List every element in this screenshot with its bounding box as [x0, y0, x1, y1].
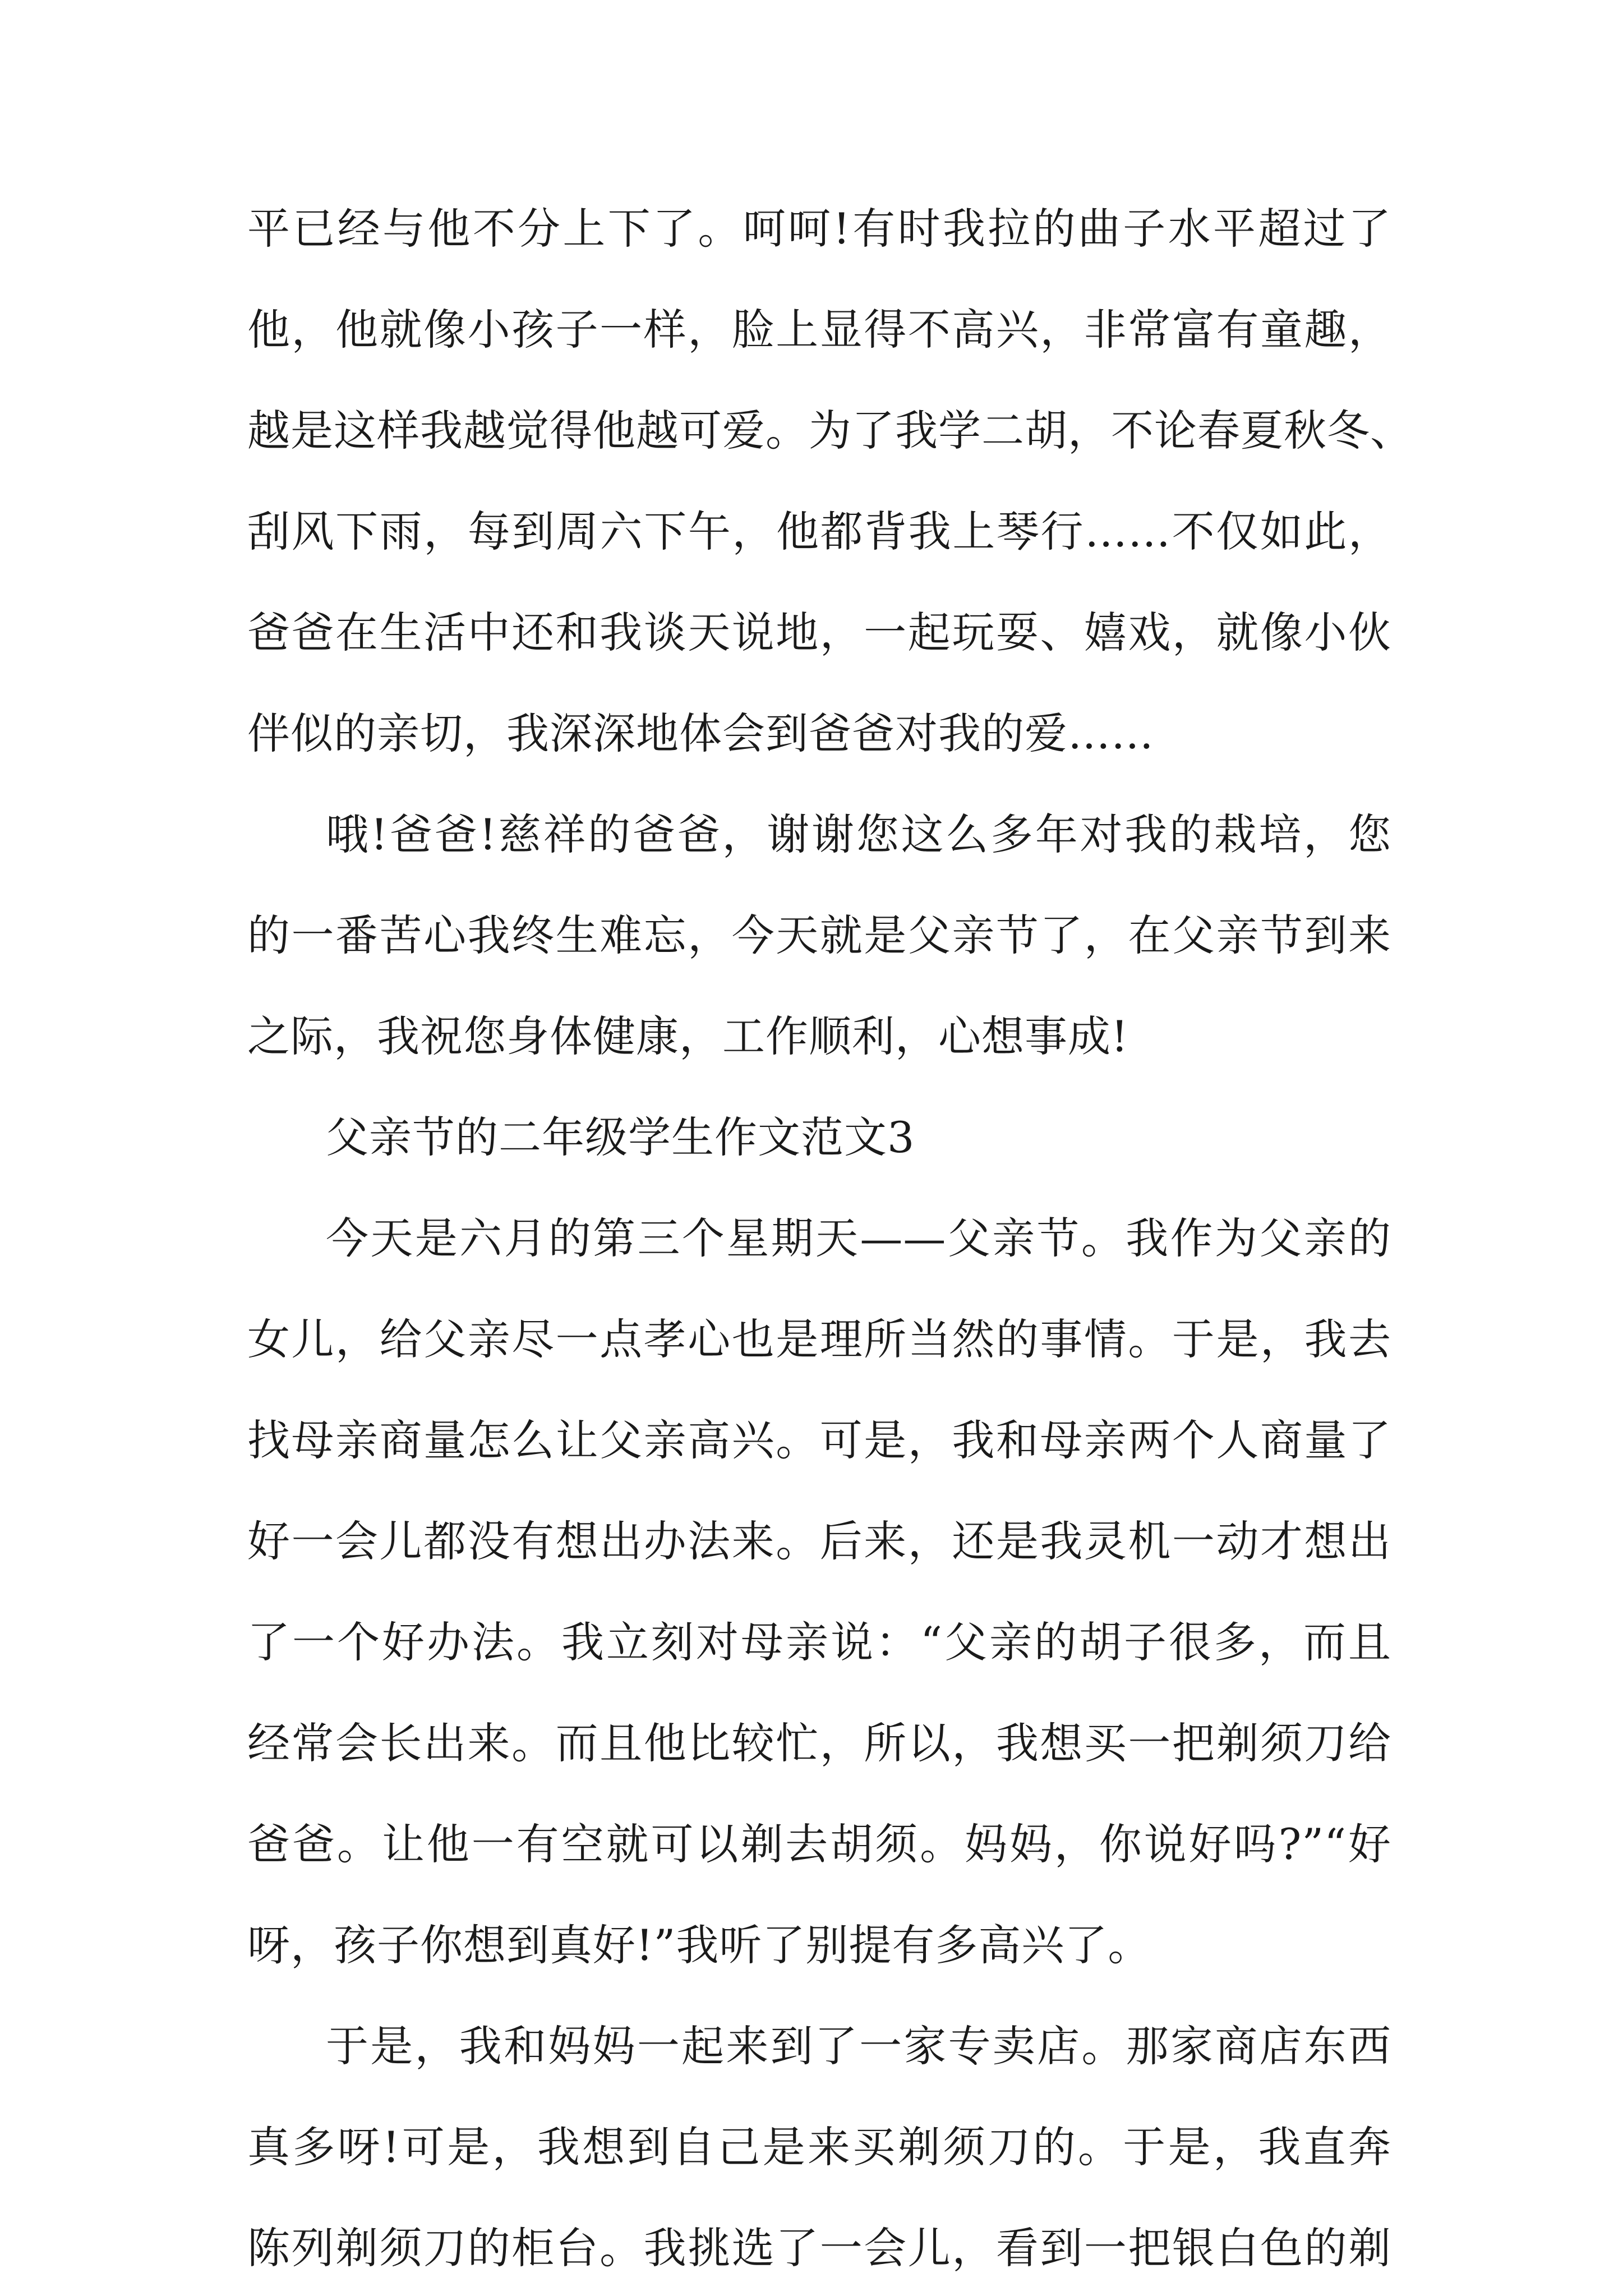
text-line-2: 他，他就像小孩子一样，脸上显得不高兴，非常富有童趣， [247, 305, 1391, 355]
text-line-1: 平已经与他不分上下了。呵呵!有时我拉的曲子水平超过了 [247, 204, 1391, 254]
text-line-15: 了一个好办法。我立刻对母亲说：“父亲的胡子很多，而且 [247, 1617, 1391, 1667]
text-line-6: 伴似的亲切，我深深地体会到爸爸对我的爱…… [247, 708, 1154, 758]
section-heading: 父亲节的二年级学生作文范文3 [326, 1112, 915, 1162]
text-line-17: 爸爸。让他一有空就可以剃去胡须。妈妈，你说好吗?”“好 [247, 1819, 1391, 1869]
text-line-8: 的一番苦心我终生难忘，今天就是父亲节了，在父亲节到来 [247, 910, 1391, 960]
text-line-12: 女儿，给父亲尽一点孝心也是理所当然的事情。于是，我去 [247, 1314, 1391, 1364]
text-line-18: 呀，孩子你想到真好!”我听了别提有多高兴了。 [247, 1920, 1151, 1970]
text-line-3: 越是这样我越觉得他越可爱。为了我学二胡，不论春夏秋冬、 [247, 406, 1413, 455]
text-line-11: 今天是六月的第三个星期天——父亲节。我作为父亲的 [326, 1213, 1391, 1263]
text-line-13: 找母亲商量怎么让父亲高兴。可是，我和母亲两个人商量了 [247, 1415, 1391, 1465]
text-line-20: 真多呀!可是，我想到自己是来买剃须刀的。于是，我直奔 [247, 2122, 1391, 2172]
text-line-7: 哦!爸爸!慈祥的爸爸，谢谢您这么多年对我的栽培，您 [326, 809, 1391, 859]
text-line-4: 刮风下雨，每到周六下午，他都背我上琴行……不仅如此， [247, 507, 1391, 556]
text-line-21: 陈列剃须刀的柜台。我挑选了一会儿，看到一把银白色的剃 [247, 2223, 1391, 2273]
text-line-19: 于是，我和妈妈一起来到了一家专卖店。那家商店东西 [326, 2021, 1391, 2071]
text-line-9: 之际，我祝您身体健康，工作顺利，心想事成! [247, 1011, 1129, 1061]
text-line-14: 好一会儿都没有想出办法来。后来，还是我灵机一动才想出 [247, 1516, 1391, 1566]
text-line-16: 经常会长出来。而且他比较忙，所以，我想买一把剃须刀给 [247, 1718, 1391, 1768]
text-line-5: 爸爸在生活中还和我谈天说地，一起玩耍、嬉戏，就像小伙 [247, 608, 1391, 657]
